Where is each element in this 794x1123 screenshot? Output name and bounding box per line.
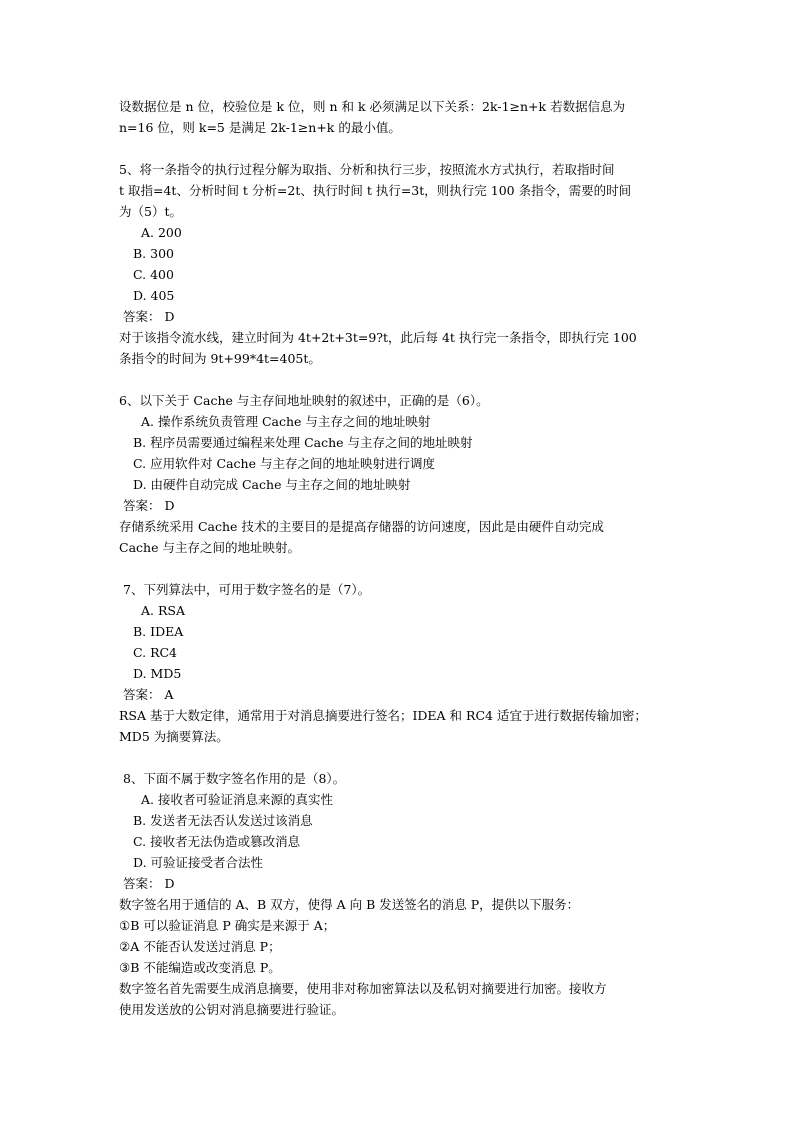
option-d: D. 可验证接受者合法性 — [133, 855, 264, 870]
explanation-line: 使用发送放的公钥对消息摘要进行验证。 — [119, 1002, 345, 1017]
option-b: B. 发送者无法否认发送过该消息 — [133, 813, 313, 828]
question-stem: 7、下列算法中，可用于数字签名的是（7）。 — [123, 582, 371, 597]
option-d: D. 405 — [133, 288, 175, 303]
spacer — [119, 369, 679, 390]
explanation-line: Cache 与主存之间的地址映射。 — [119, 540, 300, 555]
option-a: A. 200 — [141, 225, 182, 240]
question-stem: 6、以下关于 Cache 与主存间地址映射的叙述中，正确的是（6）。 — [119, 393, 489, 408]
answer: 答案： D — [123, 498, 175, 513]
question-stem: 为（5）t。 — [119, 204, 182, 219]
question-6 — [119, 390, 679, 558]
document-page — [119, 96, 679, 1020]
question-7 — [119, 579, 679, 747]
option-c: C. 接收者无法伪造或篡改消息 — [133, 834, 301, 849]
option-c: C. 应用软件对 Cache 与主存之间的地址映射进行调度 — [133, 456, 435, 471]
question-5 — [119, 159, 679, 369]
spacer — [119, 138, 679, 159]
intro-line: n=16 位，则 k=5 是满足 2k-1≥n+k 的最小值。 — [119, 120, 401, 135]
option-d: D. MD5 — [133, 666, 182, 681]
option-b: B. 程序员需要通过编程来处理 Cache 与主存之间的地址映射 — [133, 435, 473, 450]
answer: 答案： A — [123, 687, 174, 702]
answer: 答案： D — [123, 876, 175, 891]
question-8 — [119, 768, 679, 1020]
spacer — [119, 558, 679, 579]
explanation-line: ①B 可以验证消息 P 确实是来源于 A； — [119, 918, 336, 933]
explanation-line: 对于该指令流水线，建立时间为 4t+2t+3t=9?t，此后每 4t 执行完一条指令，即执行完 100 — [119, 330, 637, 345]
intro-paragraph — [119, 96, 679, 138]
explanation-line: ③B 不能编造或改变消息 P。 — [119, 960, 281, 975]
option-a: A. 接收者可验证消息来源的真实性 — [141, 792, 333, 807]
option-c: C. RC4 — [133, 645, 177, 660]
question-stem: 5、将一条指令的执行过程分解为取指、分析和执行三步，按照流水方式执行，若取指时间 — [119, 162, 615, 177]
option-b: B. IDEA — [133, 624, 184, 639]
explanation-line: 数字签名用于通信的 A、B 双方，使得 A 向 B 发送签名的消息 P，提供以下服务： — [119, 897, 580, 912]
explanation-line: MD5 为摘要算法。 — [119, 729, 229, 744]
option-a: A. 操作系统负责管理 Cache 与主存之间的地址映射 — [141, 414, 431, 429]
question-stem: t 取指=4t、分析时间 t 分析=2t、执行时间 t 执行=3t，则执行完 100 条指令，需要的时间 — [119, 183, 632, 198]
question-stem: 8、下面不属于数字签名作用的是（8）。 — [123, 771, 346, 786]
explanation-line: ②A 不能否认发送过消息 P； — [119, 939, 281, 954]
intro-line: 设数据位是 n 位，校验位是 k 位，则 n 和 k 必须满足以下关系：2k-1≥n+k 若数据信息为 — [119, 99, 626, 114]
option-d: D. 由硬件自动完成 Cache 与主存之间的地址映射 — [133, 477, 411, 492]
option-b: B. 300 — [133, 246, 174, 261]
option-c: C. 400 — [133, 267, 174, 282]
answer: 答案： D — [123, 309, 175, 324]
option-a: A. RSA — [141, 603, 185, 618]
explanation-line: 存储系统采用 Cache 技术的主要目的是提高存储器的访问速度，因此是由硬件自动完成 — [119, 519, 604, 534]
explanation-line: 条指令的时间为 9t+99*4t=405t。 — [119, 351, 321, 366]
explanation-line: 数字签名首先需要生成消息摘要，使用非对称加密算法以及私钥对摘要进行加密。接收方 — [119, 981, 607, 996]
spacer — [119, 747, 679, 768]
explanation-line: RSA 基于大数定律，通常用于对消息摘要进行签名；IDEA 和 RC4 适宜于进行数据传输加密； — [119, 708, 647, 723]
